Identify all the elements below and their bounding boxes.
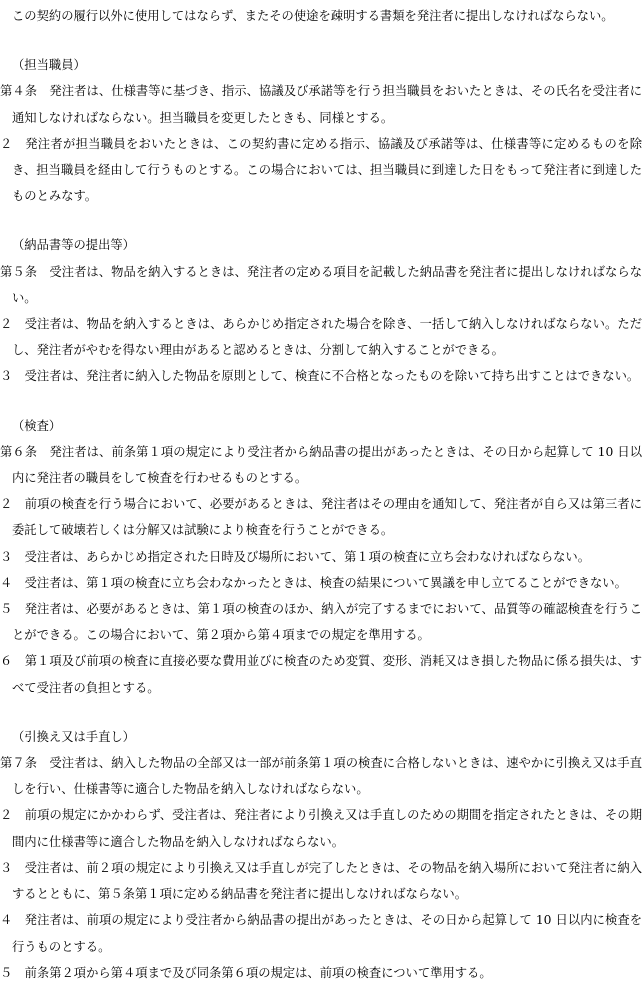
article-7-para-2: ２ 前項の規定にかかわらず、受注者は、発注者により引換え又は手直しのための期間を指定されたときは、その期間内に仕様書等に適合した物品を納入しなければならない。: [0, 808, 642, 849]
section-heading-replacement: （引換え又は手直し）: [12, 729, 135, 744]
article-5-para-2: ２ 受注者は、物品を納入するときは、あらかじめ指定された場合を除き、一括して納入しなければならない。ただし、発注者がやむを得ない理由があると認めるときは、分割して納入することができる。: [0, 317, 642, 358]
article-6: 第６条 発注者は、前条第１項の規定により受注者から納品書の提出があったときは、その日から起算して 10 日以内に発注者の職員をして検査を行わせるものとする。: [0, 444, 642, 486]
article-7: 第７条 受注者は、納入した物品の全部又は一部が前条第１項の検査に合格しないときは、速やかに引換え又は手直しを行い、仕様書等に適合した物品を納入しなければならない。: [0, 756, 642, 797]
section-heading-inspection: （検査）: [12, 418, 62, 433]
article-7-para-4: ４ 発注者は、前項の規定により受注者から納品書の提出があったときは、その日から起算して 10 日以内に検査を行うものとする。: [0, 913, 642, 954]
article-4: 第４条 発注者は、仕様書等に基づき、指示、協議及び承諾等を行う担当職員をおいたときは、その氏名を受注者に通知しなければならない。担当職員を変更したときも、同様とする。: [0, 84, 642, 125]
intro-line: この契約の履行以外に使用してはならず、またその使途を疎明する書類を発注者に提出しなければならない。: [12, 9, 614, 23]
article-6-para-3: ３ 受注者は、あらかじめ指定された日時及び場所において、第１項の検査に立ち会わなければならない。: [0, 549, 591, 564]
article-5: 第５条 受注者は、物品を納入するときは、発注者の定める項目を記載した納品書を発注者に提出しなければならない。: [0, 264, 642, 305]
article-5-para-3: ３ 受注者は、発注者に納入した物品を原則として、検査に不合格となったものを除いて持ち出すことはできない。: [0, 369, 640, 384]
section-heading-delivery: （納品書等の提出等）: [12, 238, 135, 253]
article-6-para-4: ４ 受注者は、第１項の検査に立ち会わなかったときは、検査の結果について異議を申し立てることができない。: [0, 575, 627, 590]
section-heading-staff: （担当職員）: [12, 58, 86, 73]
article-6-para-2: ２ 前項の検査を行う場合において、必要があるときは、発注者はその理由を通知して、発注者が自ら又は第三者に委託して破壊若しくは分解又は試験により検査を行うことができる。: [0, 497, 642, 538]
article-7-para-5: ５ 前条第２項から第４項まで及び同条第６項の規定は、前項の検査について準用する。: [0, 965, 492, 980]
article-6-para-6: ６ 第１項及び前項の検査に直接必要な費用並びに検査のため変質、変形、消耗又はき損した物品に係る損失は、すべて受注者の負担とする。: [0, 654, 642, 695]
article-7-para-3: ３ 受注者は、前２項の規定により引換え又は手直しが完了したときは、その物品を納入場所において発注者に納入するとともに、第５条第１項に定める納品書を発注者に提出しなければならない。: [0, 860, 642, 902]
article-4-para-2: ２ 発注者が担当職員をおいたときは、この契約書に定める指示、協議及び承諾等は、仕様書等に定めるものを除き、担当職員を経由して行うものとする。この場合においては、担当職員に到達した日をもって発注者に到達したものとみなす。: [0, 136, 642, 204]
article-6-para-5: ５ 発注者は、必要があるときは、第１項の検査のほか、納入が完了するまでにおいて、品質等の確認検査を行うことができる。この場合において、第２項から第４項までの規定を準用する。: [0, 602, 642, 643]
